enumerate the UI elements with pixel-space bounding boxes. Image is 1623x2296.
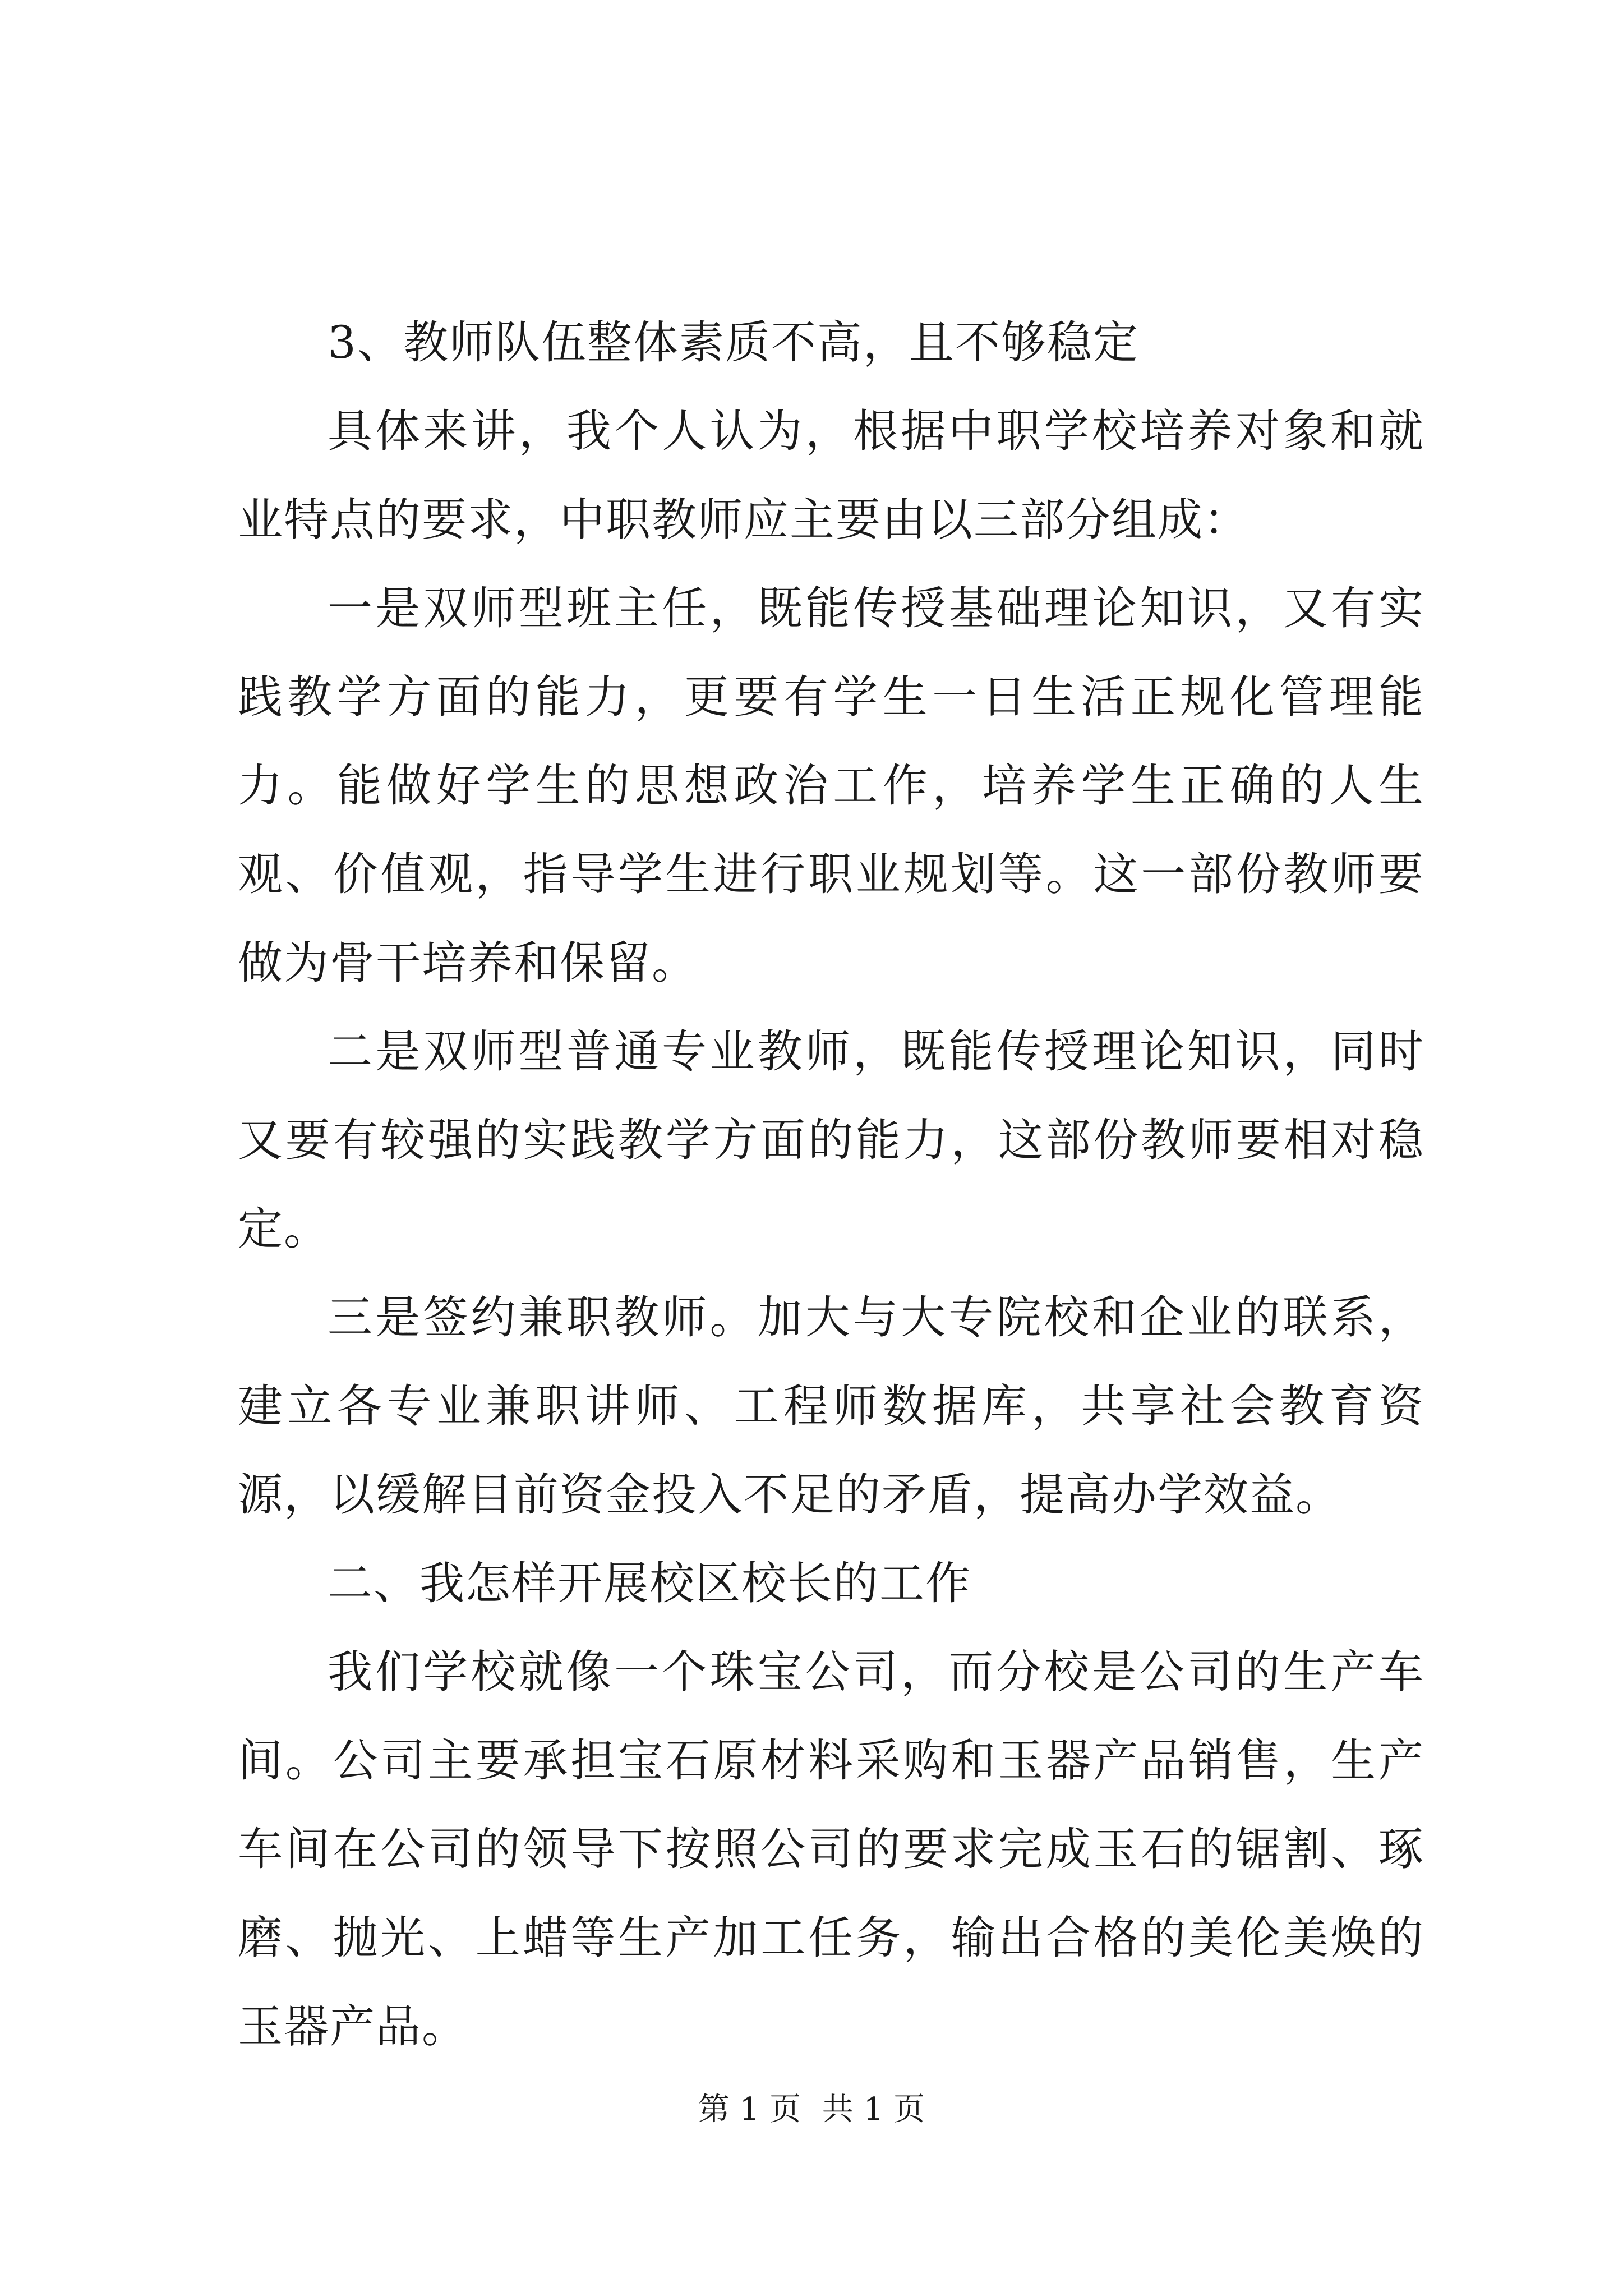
paragraph-dual-head-teacher: 一是双师型班主任，既能传授基础理论知识，又有实践教学方面的能力，更要有学生一日生活正规化管理能力。能做好学生的思想政治工作，培养学生正确的人生观、价值观，指导学生进行职业规划等。这一部份教师要做为骨干培养和保留。 bbox=[238, 582, 1424, 989]
paragraph-dual-professional-teacher: 二是双师型普通专业教师，既能传授理论知识，同时又要有较强的实践教学方面的能力，这部份教师要相对稳定。 bbox=[238, 1025, 1424, 1255]
paragraph-jewelry-company: 我们学校就像一个珠宝公司，而分校是公司的生产车间。公司主要承担宝石原材料采购和玉器产品销售，生产车间在公司的领导下按照公司的要求完成玉石的锯割、琢磨、抛光、上蜡等生产加工任务，输出合格的美伦美焕的玉器产品。 bbox=[238, 1646, 1424, 2053]
page-number-total: 共 1 页 bbox=[822, 2091, 925, 2128]
page-footer bbox=[0, 2090, 1623, 2129]
paragraph-contract-teacher: 三是签约兼职教师。加大与大专院校和企业的联系，建立各专业兼职讲师、工程师数据库，共享社会教育资源，以缓解目前资金投入不足的矛盾，提高办学效益。 bbox=[238, 1291, 1424, 1521]
paragraph-heading-teacher-quality: 3、教师队伍整体素质不高，且不够稳定 bbox=[328, 316, 1139, 369]
page-number-current: 第 1 页 bbox=[698, 2091, 801, 2128]
document-body bbox=[238, 298, 1424, 2071]
paragraph-teacher-composition: 具体来讲，我个人认为，根据中职学校培养对象和就业特点的要求，中职教师应主要由以三部分组成： bbox=[238, 405, 1424, 546]
paragraph-heading-principal-work: 二、我怎样开展校区校长的工作 bbox=[328, 1557, 971, 1609]
